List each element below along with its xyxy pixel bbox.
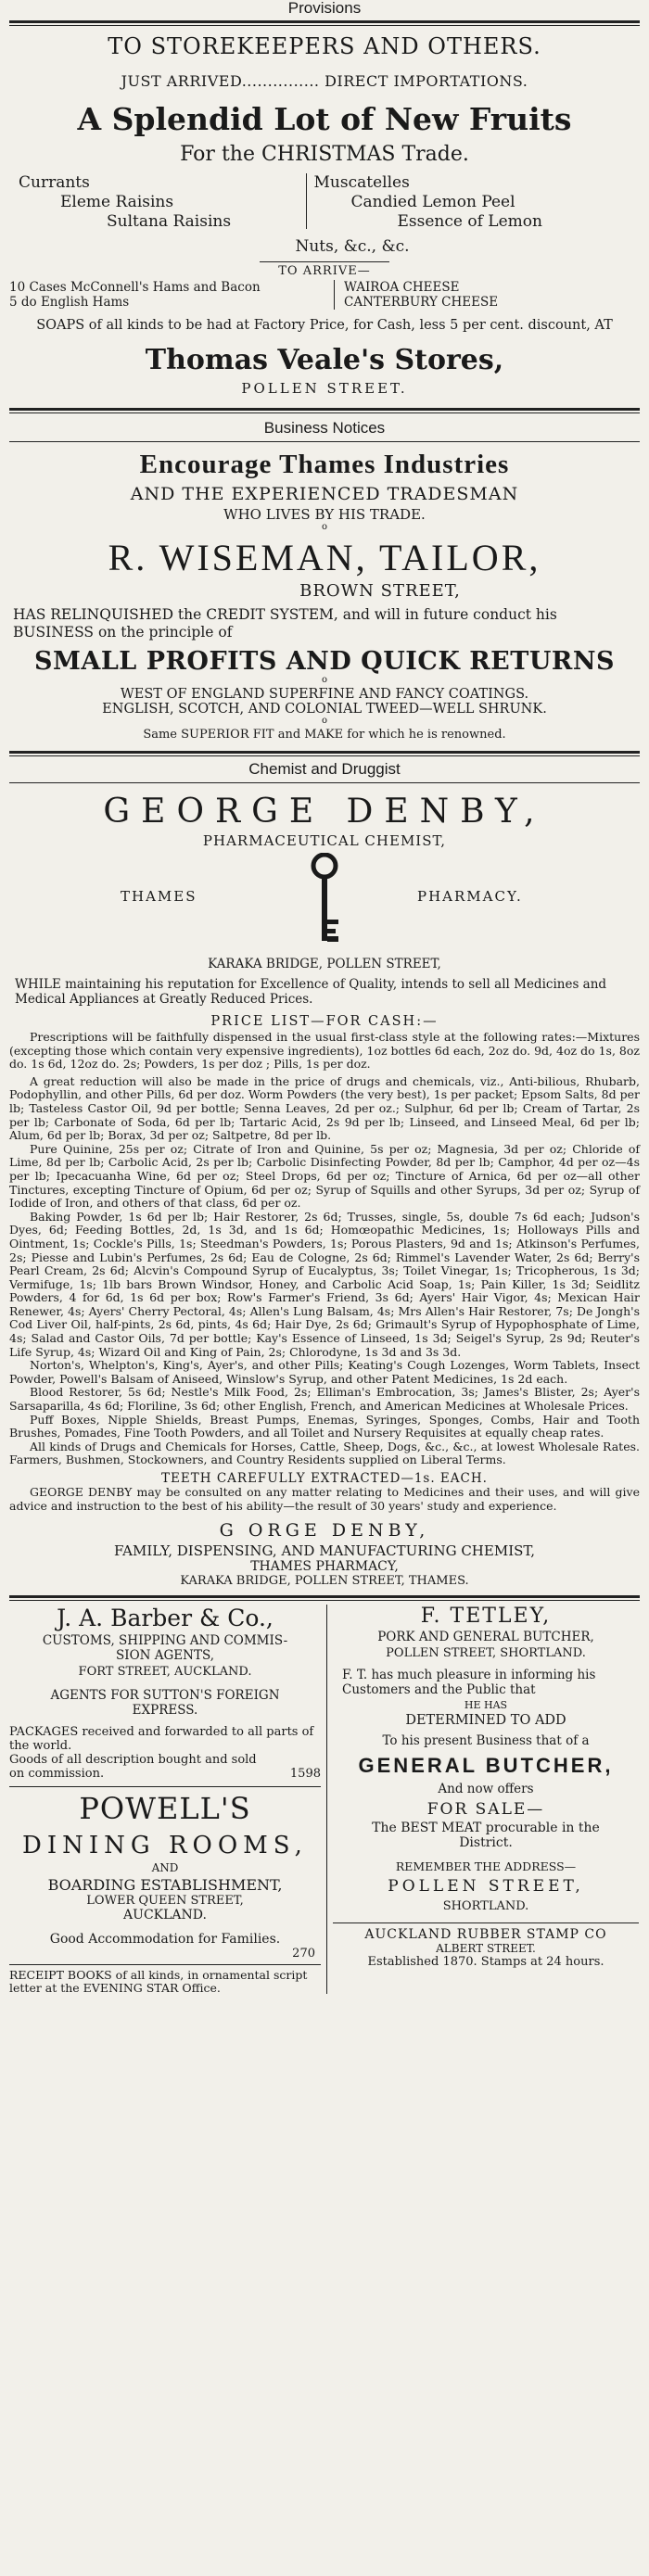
rubber-albert: ALBERT STREET. bbox=[436, 1942, 536, 1956]
section-chemist: Chemist and Druggist bbox=[248, 760, 401, 778]
brown-street: BROWN STREET, bbox=[299, 581, 461, 601]
ornament: o bbox=[321, 716, 328, 726]
right-column bbox=[333, 1605, 639, 1995]
tradesman-line: AND THE EXPERIENCED TRADESMAN bbox=[130, 484, 519, 504]
list-item: 10 Cases McConnell's Hams and Bacon bbox=[9, 280, 261, 295]
list-item: 5 do English Hams bbox=[9, 295, 130, 310]
key-icon bbox=[306, 853, 343, 950]
tetley-best: The BEST MEAT procurable in the District. bbox=[372, 1821, 600, 1851]
barber-goods: Goods of all description bought and sold on commission. bbox=[9, 1753, 257, 1782]
powell-good: Good Accommodation for Families. bbox=[49, 1932, 281, 1948]
headline: TO STOREKEEPERS AND OTHERS. bbox=[108, 33, 541, 59]
tetley-ft: F. T. has much pleasure in informing his Customers and the Public that bbox=[342, 1668, 596, 1698]
powell-lower: LOWER QUEEN STREET, bbox=[86, 1894, 244, 1909]
left-column bbox=[9, 1605, 321, 1995]
pharmacy-label: PHARMACY. bbox=[417, 888, 523, 905]
tetley-remember: REMEMBER THE ADDRESS— bbox=[395, 1859, 577, 1874]
fruit-list-right bbox=[314, 173, 594, 232]
list-item: WAIROA CHEESE bbox=[344, 280, 460, 295]
importations-line: JUST ARRIVED............... DIRECT IMPORTATIONS. bbox=[121, 72, 528, 90]
chemist-name: GEORGE DENBY, bbox=[103, 793, 546, 831]
barber-num: 1598 bbox=[289, 1767, 321, 1782]
store-street: POLLEN STREET. bbox=[241, 380, 408, 397]
teeth-line: TEETH CAREFULLY EXTRACTED—1s. EACH. bbox=[161, 1471, 488, 1486]
tetley-pollen: POLLEN STREET, SHORTLAND. bbox=[386, 1646, 586, 1661]
section-provisions: Provisions bbox=[287, 0, 362, 17]
tetley-pollen-2: POLLEN STREET, bbox=[388, 1877, 584, 1897]
tailor-name: R. WISEMAN, TAILOR, bbox=[108, 537, 541, 578]
receipt-books: RECEIPT BOOKS of all kinds, in ornamental script letter at the EVENING STAR Office. bbox=[9, 1968, 308, 1996]
tetley-shortland: SHORTLAND. bbox=[442, 1899, 529, 1914]
price-paragraph: Blood Restorer, 5s 6d; Nestle's Milk Food, 2s; Elliman's Embrocation, 3s; James's Blister, 2s; Ayer's Sarsaparilla, 4s 6d; Floriline, 3s 6d; other English, French, and American Medicines at Wholesale Prices. bbox=[9, 1385, 640, 1414]
rubber-name: AUCKLAND RUBBER STAMP CO bbox=[364, 1927, 607, 1943]
price-paragraph: Norton's, Whelpton's, King's, Ayer's, and other Pills; Keating's Cough Lozenges, Worm Tablets, Insect Powder, Powell's Balsam of Aniseed, Winslow's Syrup, and other Patent Medicines, 1s 2d each. bbox=[9, 1358, 640, 1386]
soaps-line: SOAPS of all kinds to be had at Factory Price, for Cash, less 5 per cent. discount, AT bbox=[36, 318, 613, 333]
thames-pharmacy-line: THAMES PHARMACY, bbox=[250, 1559, 399, 1575]
to-arrive: TO ARRIVE— bbox=[278, 264, 371, 278]
powell-dining: DINING ROOMS, bbox=[22, 1832, 308, 1860]
store-name: Thomas Veale's Stores, bbox=[145, 344, 504, 376]
list-item: Muscatelles bbox=[313, 173, 410, 192]
barber-packages: PACKAGES received and forwarded to all parts of the world. bbox=[9, 1725, 314, 1754]
section-business: Business Notices bbox=[263, 419, 386, 437]
small-profits: SMALL PROFITS AND QUICK RETURNS bbox=[33, 647, 616, 676]
fruits-headline: A Splendid Lot of New Fruits bbox=[77, 101, 572, 137]
price-paragraph: Pure Quinine, 25s per oz; Citrate of Iron and Quinine, 5s per oz; Magnesia, 3d per oz; Chloride of Lime, 8d per lb; Carbolic Acid, 2s per lb; Carbolic Disinfecting Powder, 8d per lb; Camphor, 4d per oz—4s per lb; Ipecacuanha Wine, 6d per oz; Steel Drops, 6d per oz; Tincture of Arnica, 6d per oz—all other Tinctures, excepting Tincture of Opium, 6d per oz; Syrup of Squills and other Syrups, 3d per oz; Syrup of Iodide of Iron, and others of that class, 6d per oz. bbox=[9, 1141, 640, 1211]
has-paragraph: HAS RELINQUISHED the CREDIT SYSTEM, and will in future conduct his BUSINESS on the principle of bbox=[13, 606, 557, 641]
ornament: o bbox=[321, 522, 328, 532]
tetley-for-sale: FOR SALE— bbox=[426, 1800, 545, 1820]
tetley-name: F. TETLEY, bbox=[420, 1605, 552, 1629]
price-paragraph: Prescriptions will be faithfully dispensed in the usual first-class style at the following rates:—Mixtures (excepting those which contain very expensive ingredients), 1oz bottles 6d each, 2oz do. 9d, 4oz do 1s, 8oz do. 1s 6d, 12oz do. 2s; Powders, 1s per doz ; Pills, 1s per doz. bbox=[9, 1030, 640, 1072]
list-item: Currants bbox=[19, 173, 90, 192]
english-line: ENGLISH, SCOTCH, AND COLONIAL TWEED—WELL SHRUNK. bbox=[102, 702, 547, 717]
barber-agents: AGENTS FOR SUTTON'S FOREIGN EXPRESS. bbox=[50, 1688, 280, 1719]
list-item: CANTERBURY CHEESE bbox=[344, 295, 499, 310]
price-list-heading: PRICE LIST—FOR CASH:— bbox=[210, 1014, 439, 1029]
powell-name: POWELL'S bbox=[79, 1791, 251, 1827]
price-paragraph: Puff Boxes, Nipple Shields, Breast Pumps, Enemas, Syringes, Sponges, Combs, Hair and Tooth Brushes, Pomades, Fine Tooth Powders, and all Toilet and Nursery Requisites at equally cheap rates. bbox=[9, 1412, 640, 1440]
christmas-line: For the CHRISTMAS Trade. bbox=[180, 143, 469, 166]
arrive-left bbox=[9, 280, 315, 310]
tetley-he-has: HE HAS bbox=[464, 1699, 508, 1712]
lives-line: WHO LIVES BY HIS TRADE. bbox=[223, 506, 426, 523]
powell-auckland: AUCKLAND. bbox=[123, 1908, 207, 1923]
tetley-determined: DETERMINED TO ADD bbox=[405, 1713, 566, 1729]
fruit-list-left bbox=[19, 173, 299, 232]
thames-label: THAMES bbox=[121, 888, 197, 905]
list-item: Eleme Raisins bbox=[60, 193, 174, 211]
price-list-body bbox=[9, 1031, 640, 1467]
chemist-title: PHARMACEUTICAL CHEMIST, bbox=[202, 832, 447, 849]
powell-and: AND bbox=[151, 1861, 179, 1875]
price-paragraph: All kinds of Drugs and Chemicals for Horses, Cattle, Sheep, Dogs, &c., &c., at lowest Wholesale Rates. Farmers, Bushmen, Stockowners, and Country Residents supplied on Liberal Terms. bbox=[9, 1439, 640, 1467]
tetley-now: And now offers bbox=[438, 1782, 534, 1797]
powell-num: 270 bbox=[292, 1947, 315, 1961]
divider bbox=[9, 20, 640, 26]
encourage-headline: Encourage Thames Industries bbox=[139, 450, 510, 479]
consult-paragraph: GEORGE DENBY may be consulted on any matter relating to Medicines and their uses, and will give advice and instruction to the best of his ability—the result of 30 years' study and experience. bbox=[9, 1485, 640, 1513]
same-line: Same SUPERIOR FIT and MAKE for which he is renowned. bbox=[143, 728, 506, 742]
tetley-to-his: To his present Business that of a bbox=[382, 1733, 590, 1749]
barber-fort: FORT STREET, AUCKLAND. bbox=[78, 1665, 252, 1680]
while-paragraph: WHILE maintaining his reputation for Excellence of Quality, intends to sell all Medicines and Medical Appliances at Greatly Reduced Prices. bbox=[15, 977, 607, 1007]
list-item: Essence of Lemon bbox=[397, 212, 542, 231]
powell-boarding: BOARDING ESTABLISHMENT, bbox=[47, 1876, 283, 1895]
list-item: Candied Lemon Peel bbox=[350, 193, 515, 211]
family-line: FAMILY, DISPENSING, AND MANUFACTURING CHEMIST, bbox=[114, 1542, 535, 1560]
arrive-right bbox=[344, 280, 498, 310]
price-paragraph: A great reduction will also be made in the price of drugs and chemicals, viz., Anti-bilious, Rhubarb, Podophyllin, and other Pills, 6d per doz. Worm Powders (the very best), 1s per packet; Epsom Salts, 8d per lb; Tasteless Castor Oil, 9d per bottle; Senna Leaves, 2d per oz.; Sulphur, 6d per lb; Cream of Tartar, 2s per lb; Carbonate of Soda, 6d per lb; Tartaric Acid, 2s 9d per lb; Linseed, and Linseed Meal, 6d per lb; Alum, 6d per lb; Borax, 3d per oz; Saltpetre, 8d per lb. bbox=[9, 1073, 640, 1143]
tetley-pork: PORK AND GENERAL BUTCHER, bbox=[377, 1630, 594, 1645]
west-line: WEST OF ENGLAND SUPERFINE AND FANCY COATINGS. bbox=[120, 687, 529, 702]
tetley-general: GENERAL BUTCHER, bbox=[358, 1754, 614, 1778]
karaka-line-2: KARAKA BRIDGE, POLLEN STREET, THAMES. bbox=[180, 1574, 469, 1589]
price-paragraph: Baking Powder, 1s 6d per lb; Hair Restorer, 2s 6d; Trusses, single, 5s, double 7s 6d each; Judson's Dyes, 6d; Feeding Bottles, 2d, 1s 3d, and 1s 6d; Homœopathic Medicines, 1s; Holloways Pills and Ointment, 1s; Cockle's Pills, 1s; Steedman's Powders, 1s; Porous Plasters, 9d and 1s; Atkinson's Perfumes, 2s; Piesse and Lubin's Perfumes, 2s 6d; Eau de Cologne, 2s 6d; Rimmel's Lavender Water, 2s 6d; Berry's Pearl Cream, 2s 6d; Alcvin's Compound Syrup of Eucalyptus, 3s; Toilet Vinegar, 1s; Tricopherous, 1s 3d; Vermifuge, 1s; 1lb bars Brown Windsor, Honey, and Carbolic Acid Soap, 1s; Pain Killer, 1s 3d; Seidlitz Powders, 4 for 6d, 1s 6d per box; Row's Farmer's Friend, 3s 6d; Ayers' Hair Vigor, 4s; Mexican Hair Renewer, 4s; Ayers' Cherry Pectoral, 4s; Allen's Lung Balsam, 4s; Mrs Allen's Hair Restorer, 7s; De Jongh's Cod Liver Oil, half-pints, 2s 6d, pints, 4s 6d; Hair Dye, 2s 6d; Grimault's Syrup of Hypophosphate of Lime, 4s; Salad and Castor Oils, 7d per bottle; Kay's Essence of Linseed, 1s 3d; Seigel's Syrup, 2s 9d; Reuter's Life Syrup, 4s; Wizard Oil and King of Pain, 2s; Chlorodyne, 1s 3d and 3s 3d. bbox=[9, 1209, 640, 1359]
karaka-line: KARAKA BRIDGE, POLLEN STREET, bbox=[208, 957, 441, 971]
chemist-name-2: G ORGE DENBY, bbox=[219, 1520, 430, 1542]
ornament: o bbox=[321, 675, 328, 685]
barber-name: J. A. Barber & Co., bbox=[57, 1605, 274, 1632]
nuts-line: Nuts, &c., &c. bbox=[295, 237, 410, 256]
rubber-est: Established 1870. Stamps at 24 hours. bbox=[367, 1955, 604, 1970]
barber-customs: CUSTOMS, SHIPPING AND COMMIS- SION AGENTS, bbox=[42, 1633, 288, 1664]
list-item: Sultana Raisins bbox=[107, 212, 232, 231]
